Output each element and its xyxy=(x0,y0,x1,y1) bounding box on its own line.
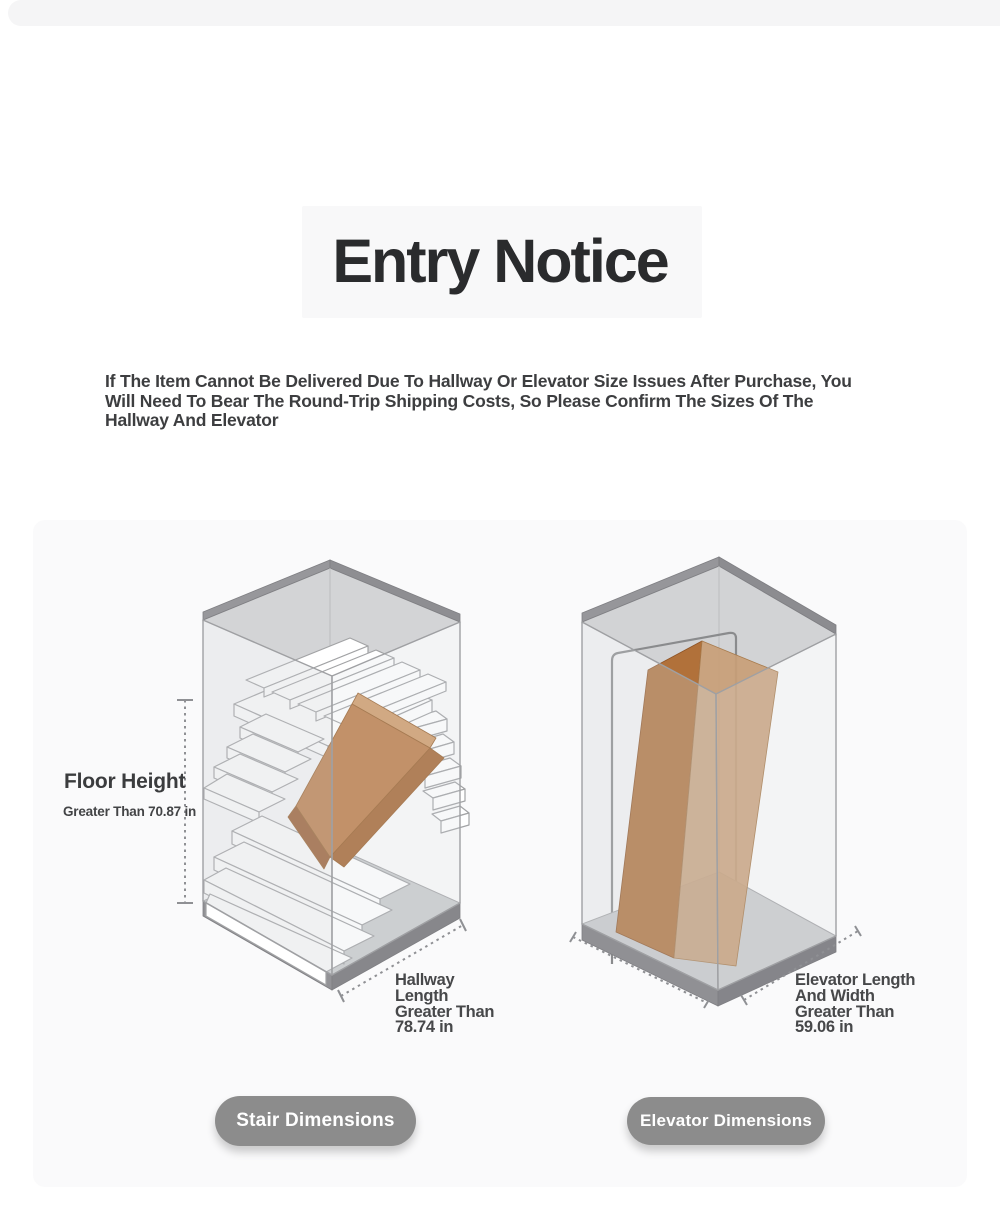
hallway-label-line-2: Length xyxy=(395,986,449,1005)
elevator-dimensions-button[interactable]: Elevator Dimensions xyxy=(627,1097,825,1145)
hallway-label-line-1: Hallway xyxy=(395,971,455,989)
elevator-label-line-4: 59.06 in xyxy=(795,1018,854,1037)
notice-line-3: Hallway And Elevator xyxy=(105,410,279,431)
notice-line-2: Will Need To Bear The Round-Trip Shipping Costs, So Please Confirm The Sizes Of The xyxy=(105,390,814,411)
elevator-label-line-2: And Width xyxy=(795,986,875,1005)
hallway-label-line-3: Greater Than xyxy=(395,1002,495,1021)
elevator-label-line-1: Elevator Length xyxy=(795,971,916,989)
stair-diagram xyxy=(172,548,502,1018)
hallway-label-line-4: 78.74 in xyxy=(395,1018,454,1037)
page-title: Entry Notice xyxy=(332,227,668,295)
floor-height-label: Floor Height xyxy=(64,770,186,793)
elevator-size-label xyxy=(795,973,915,1036)
notice-line-1: If The Item Cannot Be Delivered Due To Hallway Or Elevator Size Issues After Purchase, You xyxy=(105,371,852,391)
delivery-notice-text xyxy=(105,372,905,431)
floor-height-measure-line xyxy=(177,700,193,903)
elevator-diagram xyxy=(550,552,890,1022)
elevator-label-line-3: Greater Than xyxy=(795,1002,895,1021)
hallway-length-label xyxy=(395,973,494,1036)
floor-height-value: Greater Than 70.87 in xyxy=(63,804,197,819)
top-section-divider-bar xyxy=(8,0,1000,26)
stair-dimensions-button[interactable]: Stair Dimensions xyxy=(215,1096,416,1146)
